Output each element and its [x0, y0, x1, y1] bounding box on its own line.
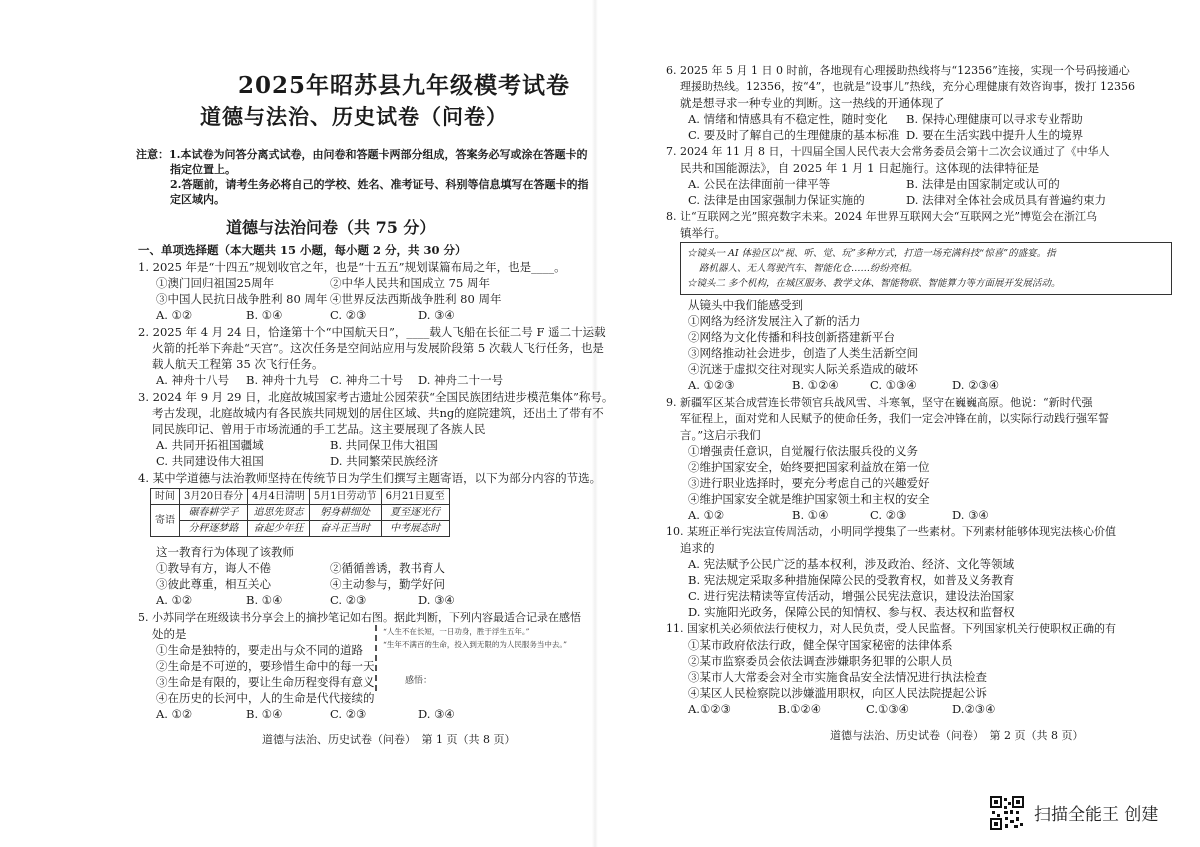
scene-text: 路机器人、无人驾驶汽车、智能化仓……纷纷亮相。	[699, 263, 918, 274]
answer-choice: C. ②③	[870, 508, 907, 522]
table-cell: 躬身耕细处	[309, 505, 381, 521]
option-statement: ④沉迷于虚拟交往对现实人际关系造成的破坏	[688, 362, 918, 376]
option-statement: ②网络为文化传播和科技创新搭建新平台	[688, 330, 895, 344]
question-9-stem: 9. 新疆军区某合成营连长带领官兵战风雪、斗寒氧，坚守在巍巍高原。他说：“新时代强	[666, 396, 1093, 409]
option-statement: ①网络为经济发展注入了新的活力	[688, 314, 861, 328]
answer-choice: B. ①④	[246, 308, 283, 322]
exam-page-1	[0, 0, 614, 800]
answer-choice: C. 神舟二十号	[330, 373, 404, 387]
table-cell: 中考展态时	[381, 521, 449, 537]
table-header-cell: 4月4日清明	[248, 489, 310, 505]
answer-choice: B. ①④	[246, 593, 283, 607]
answer-choice: A. 情绪和情感具有不稳定性，随时变化	[688, 112, 888, 126]
note-quote: “生年不满百的生命，投入到无限的为人民服务当中去。”	[383, 640, 567, 649]
table-row-label: 寄语	[151, 505, 180, 537]
option-statement: ④维护国家安全就是维护国家领土和主权的安全	[688, 492, 930, 506]
question-6-stem: 6. 2025 年 5 月 1 日 0 时前，各地现有心理援助热线将与“12356”连接，实现一个号码接通心	[666, 64, 1130, 77]
answer-choice: C. 要及时了解自己的生理健康的基本标准	[688, 128, 900, 142]
question-4-stem: 这一教育行为体现了该教师	[156, 545, 294, 559]
answer-choice: C.①③④	[866, 702, 909, 716]
answer-choice: C. ②③	[330, 593, 367, 607]
q4-table	[150, 488, 450, 537]
answer-choice: D. 共同繁荣民族经济	[330, 454, 439, 468]
answer-choice: B. 共同保卫伟大祖国	[330, 438, 438, 452]
notice-line: 定区域内。	[170, 193, 225, 206]
qr-code-icon	[990, 796, 1024, 830]
notice-line: 注意：1.本试卷为问答分离式试卷，由问卷和答题卡两部分组成，答案务必写或涂在答题卡的	[136, 148, 588, 161]
question-9-stem: 军征程上，面对党和人民赋予的使命任务，我们一定会冲锋在前，以实际行动践行强军誓	[680, 412, 1109, 425]
option-statement: ②维护国家安全，始终要把国家利益放在第一位	[688, 460, 930, 474]
option-statement: ④在历史的长河中，人的生命是代代接续的	[156, 691, 375, 705]
question-9-stem: 言。”这启示我们	[680, 428, 761, 442]
option-statement: ③某市人大常委会对全市实施食品安全法情况进行执法检查	[688, 670, 987, 684]
question-8-stem: 从镜头中我们能感受到	[688, 298, 803, 312]
answer-choice: B. 保持心理健康可以寻求专业帮助	[906, 112, 1083, 126]
option-statement: ①生命是独特的，要走出与众不同的道路	[156, 643, 363, 657]
answer-choice: D. 要在生活实践中提升人生的境界	[906, 128, 1084, 142]
table-header-cell: 3月20日春分	[180, 489, 248, 505]
question-4-stem: 4. 某中学道德与法治教师坚持在传统节日为学生们撰写主题寄语，以下为部分内容的节选。	[138, 471, 602, 485]
notice-line: 指定位置上。	[170, 163, 236, 176]
part-one-heading: 一、单项选择题（本大题共 15 小题，每小题 2 分，共 30 分）	[138, 243, 467, 257]
page-gutter	[592, 0, 598, 847]
option-statement: ③进行职业选择时，要充分考虑自己的兴趣爱好	[688, 476, 930, 490]
answer-choice: B. ①②④	[792, 378, 839, 392]
answer-choice: A. ①②	[156, 593, 193, 607]
question-8-stem: 8. 让“互联网之光”照亮数字未来。2024 年世界互联网大会“互联网之光”博览会在浙江乌	[666, 210, 1097, 223]
answer-choice: C. 共同建设伟大祖国	[156, 454, 264, 468]
answer-choice: D. 神舟二十一号	[418, 373, 504, 387]
answer-choice: D. ②③④	[952, 378, 1000, 392]
answer-choice: A. 宪法赋予公民广泛的基本权利，涉及政治、经济、文化等领域	[688, 557, 1015, 571]
option-statement: ③生命是有限的，要让生命历程变得有意义	[156, 675, 375, 689]
answer-choice: C. ②③	[330, 308, 367, 322]
question-10-stem: 10. 某班正举行宪法宣传周活动，小明同学搜集了一些素材。下列素材能够体现宪法核心价值	[666, 525, 1116, 538]
page-footer: 道德与法治、历史试卷（问卷） 第 2 页（共 8 页）	[830, 729, 1084, 742]
question-2-stem: 2. 2025 年 4 月 24 日，恰逢第十个“中国航天日”，____载人飞船在长征二号 F 遥二十运载	[138, 325, 606, 339]
scanner-watermark: 扫描全能王 创建	[1034, 805, 1159, 825]
note-reflection-label: 感悟：	[405, 676, 433, 686]
question-7-stem: 7. 2024 年 11 月 8 日，十四届全国人民代表大会常务委员会第十二次会议通过了《中华人	[666, 145, 1110, 158]
answer-choice: A. ①②	[156, 308, 193, 322]
question-5-stem: 5. 小苏同学在班级读书分享会上的摘抄笔记如右图。据此判断，下列内容最适合记录在感悟	[138, 611, 581, 624]
option-statement: ④世界反法西斯战争胜利 80 周年	[330, 292, 502, 306]
question-10-stem: 追求的	[680, 541, 715, 555]
answer-choice: A. 共同开拓祖国疆域	[156, 438, 264, 452]
question-6-stem: 就是想寻求一种专业的判断。这一热线的开通体现了	[680, 96, 945, 110]
question-6-stem: 理援助热线。12356，按“4”，也就是“设事儿”热线，充分心理健康有效咨询事，拨打 12356	[680, 80, 1135, 93]
q5-note-image	[375, 625, 573, 691]
option-statement: ②循循善诱，教书育人	[330, 561, 445, 575]
answer-choice: B. ①④	[792, 508, 829, 522]
answer-choice: D. ③④	[952, 508, 989, 522]
page-footer: 道德与法治、历史试卷（问卷） 第 1 页（共 8 页）	[262, 733, 516, 746]
question-2-stem: 火箭的托举下奔赴“天宫”。这次任务是空间站应用与发展阶段第 5 次载人飞行任务，也是	[152, 341, 604, 355]
section-title: 道德与法治问卷（共 75 分）	[226, 218, 436, 237]
table-cell: 奋斗正当时	[309, 521, 381, 537]
answer-choice: B. 法律是由国家制定或认可的	[906, 177, 1060, 191]
question-5-stem: 处的是	[152, 627, 187, 641]
answer-choice: D. ③④	[418, 707, 455, 721]
note-quote: “人生不在长短，一日功身，胜于浮生五年。”	[383, 627, 530, 636]
answer-choice: A.①②③	[688, 702, 731, 716]
option-statement: ③中国人民抗日战争胜利 80 周年	[156, 292, 328, 306]
exam-page-2	[600, 0, 1200, 800]
question-7-stem: 民共和国能源法》，自 2025 年 1 月 1 日起施行。这体现的法律特征是	[680, 161, 1040, 175]
answer-choice: D. ③④	[418, 593, 455, 607]
table-cell: 追思先贤志	[248, 505, 310, 521]
table-header-cell: 时间	[151, 489, 180, 505]
table-cell: 碾春耕学子	[180, 505, 248, 521]
answer-choice: A. 公民在法律面前一律平等	[688, 177, 831, 191]
option-statement: ②某市监察委员会依法调查涉嫌职务犯罪的公职人员	[688, 654, 953, 668]
answer-choice: C. 进行宪法精读等宣传活动，增强公民宪法意识，建设法治国家	[688, 589, 1015, 603]
subject-title: 道德与法治、历史试卷（问卷）	[200, 104, 508, 129]
option-statement: ④某区人民检察院以涉嫌滥用职权，向区人民法院提起公诉	[688, 686, 987, 700]
option-statement: ①教导有方，诲人不倦	[156, 561, 271, 575]
table-cell: 夏至逐光行	[381, 505, 449, 521]
option-statement: ②中华人民共和国成立 75 周年	[330, 276, 490, 290]
question-8-stem: 镇举行。	[680, 226, 726, 240]
option-statement: ④主动参与，勤学好问	[330, 577, 445, 591]
answer-choice: B. 神舟十九号	[246, 373, 320, 387]
answer-choice: A. ①②	[688, 508, 725, 522]
exam-title: 2025年昭苏县九年级模考试卷	[238, 72, 571, 99]
scene-text: ☆镜头二 多个机构，在城区服务、教学文体、智能物联、智能算力等方面展开发展活动。	[687, 278, 1061, 289]
notice-line: 2.答题前，请考生务必将自己的学校、姓名、准考证号、科别等信息填写在答题卡的指	[170, 178, 589, 191]
question-3-stem: 3. 2024 年 9 月 29 日，北庭故城国家考古遗址公园荣获“全国民族团结进步模范集体”称号。	[138, 390, 614, 404]
question-2-stem: 载人航天工程第 35 次飞行任务。	[152, 357, 324, 371]
question-1-stem: 1. 2025 年是“十四五”规划收官之年，也是“十五五”规划谋篇布局之年，也是____。	[138, 260, 566, 274]
answer-choice: B. 宪法规定采取多种措施保障公民的受教育权，如普及义务教育	[688, 573, 1015, 587]
answer-choice: A. ①②③	[688, 378, 735, 392]
answer-choice: B. ①④	[246, 707, 283, 721]
q8-scene-box	[680, 242, 1172, 295]
table-header-cell: 6月21日夏至	[381, 489, 449, 505]
answer-choice: B.①②④	[778, 702, 822, 716]
answer-choice: A. ①②	[156, 707, 193, 721]
answer-choice: D. 实施阳光政务，保障公民的知情权、参与权、表达权和监督权	[688, 605, 1015, 619]
answer-choice: C. ②③	[330, 707, 367, 721]
answer-choice: D. 法律对全体社会成员具有普遍约束力	[906, 193, 1107, 207]
option-statement: ③网络推动社会进步，创造了人类生活新空间	[688, 346, 918, 360]
question-3-stem: 考古发现，北庭故城内有各民族共同规划的居住区域、共ng的庭院建筑，还出土了带有不	[152, 406, 604, 420]
option-statement: ②生命是不可逆的，要珍惜生命中的每一天	[156, 659, 375, 673]
question-3-stem: 同民族印记、曾用于市场流通的手工艺品。这主要展现了各族人民	[152, 422, 486, 436]
option-statement: ①某市政府依法行政，健全保守国家秘密的法律体系	[688, 638, 953, 652]
question-11-stem: 11. 国家机关必须依法行使权力，对人民负责，受人民监督。下列国家机关行使职权正确的有	[666, 622, 1116, 635]
scene-text: ☆镜头一 AI 体验区以“视、听、觉、玩”多种方式，打造一场充满科技“惊喜”的盛宴。指	[687, 248, 1056, 259]
answer-choice: D.②③④	[952, 702, 996, 716]
table-cell: 分秤逐梦路	[180, 521, 248, 537]
answer-choice: D. ③④	[418, 308, 455, 322]
answer-choice: C. 法律是由国家强制力保证实施的	[688, 193, 865, 207]
answer-choice: C. ①③④	[870, 378, 917, 392]
option-statement: ①增强责任意识，自觉履行依法服兵役的义务	[688, 444, 918, 458]
option-statement: ①澳门回归祖国25周年	[156, 276, 275, 290]
table-header-cell: 5月1日劳动节	[309, 489, 381, 505]
answer-choice: A. 神舟十八号	[156, 373, 230, 387]
table-cell: 奋起少年狂	[248, 521, 310, 537]
option-statement: ③彼此尊重，相互关心	[156, 577, 271, 591]
